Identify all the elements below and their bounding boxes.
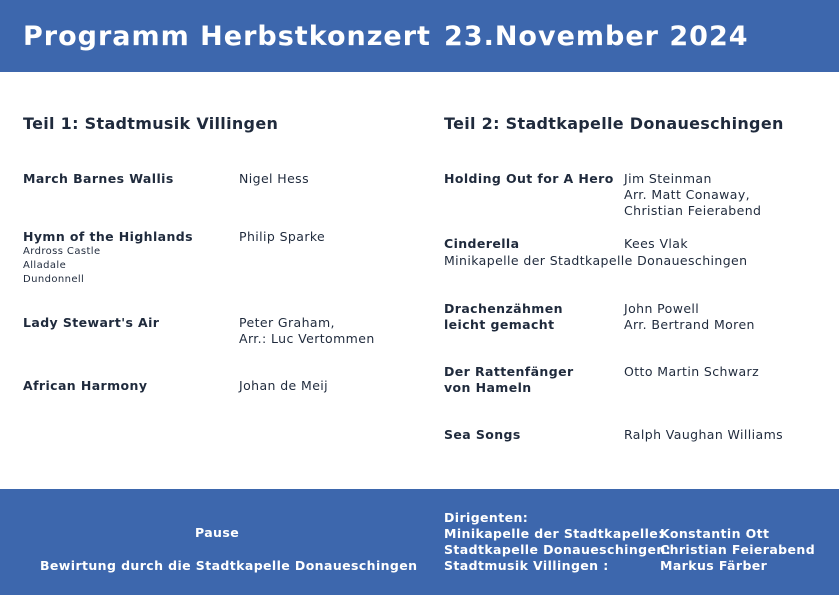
pause-label: Pause — [195, 525, 240, 540]
footer-bar — [0, 489, 839, 595]
piece-composer: Philip Sparke — [239, 229, 326, 244]
conductor-row — [444, 526, 824, 542]
piece-composer: Peter Graham, Arr.: Luc Vertommen — [239, 315, 375, 346]
piece-title: Lady Stewart's Air — [23, 315, 160, 330]
program-item — [444, 364, 824, 398]
part2-title: Teil 2: Stadtkapelle Donaueschingen — [444, 114, 784, 133]
program-item — [444, 171, 824, 221]
program-title: Programm Herbstkonzert — [23, 21, 431, 52]
piece-title: African Harmony — [23, 378, 148, 393]
piece-movement: Ardross Castle — [23, 246, 101, 257]
piece-title: Der Rattenfänger von Hameln — [444, 364, 574, 395]
conductor-name: Konstantin Ott — [660, 526, 770, 541]
conductor-name: Markus Färber — [660, 558, 768, 573]
piece-movement: Alladale — [23, 260, 67, 271]
piece-composer: Nigel Hess — [239, 171, 310, 186]
conductor-name: Christian Feierabend — [660, 542, 816, 557]
conductor-row — [444, 558, 824, 574]
part1-title: Teil 1: Stadtmusik Villingen — [23, 114, 279, 133]
piece-title: Hymn of the Highlands — [23, 229, 193, 244]
program-item — [23, 315, 403, 349]
program-item — [444, 427, 824, 447]
piece-composer: Jim Steinman Arr. Matt Conaway, Christian Feierabend — [624, 171, 762, 218]
conductor-row — [444, 542, 824, 558]
piece-title: Cinderella — [444, 236, 520, 251]
conductor-role: Stadtkapelle Donaueschingen: — [444, 542, 672, 557]
piece-title: Drachenzähmen leicht gemacht — [444, 301, 563, 332]
piece-composer: Otto Martin Schwarz — [624, 364, 760, 379]
conductor-role: Minikapelle der Stadtkapelle: — [444, 526, 664, 541]
piece-title: Sea Songs — [444, 427, 521, 442]
piece-title: March Barnes Wallis — [23, 171, 174, 186]
piece-composer: Kees Vlak — [624, 236, 688, 251]
program-item — [23, 378, 403, 398]
program-item — [23, 229, 403, 289]
piece-composer: Johan de Meij — [239, 378, 329, 393]
piece-title: Holding Out for A Hero — [444, 171, 614, 186]
catering-note: Bewirtung durch die Stadtkapelle Donaueschingen — [40, 558, 418, 573]
concert-date: 23.November 2024 — [444, 21, 749, 52]
header-bar — [0, 0, 839, 72]
program-item — [444, 236, 824, 270]
piece-composer: Ralph Vaughan Williams — [624, 427, 784, 442]
program-item — [23, 171, 403, 191]
conductors-heading: Dirigenten: — [444, 510, 529, 525]
program-item — [444, 301, 824, 335]
conductor-role: Stadtmusik Villingen : — [444, 558, 609, 573]
piece-performer: Minikapelle der Stadtkapelle Donaueschingen — [444, 253, 748, 268]
piece-composer: John Powell Arr. Bertrand Moren — [624, 301, 755, 332]
piece-movement: Dundonnell — [23, 274, 85, 285]
